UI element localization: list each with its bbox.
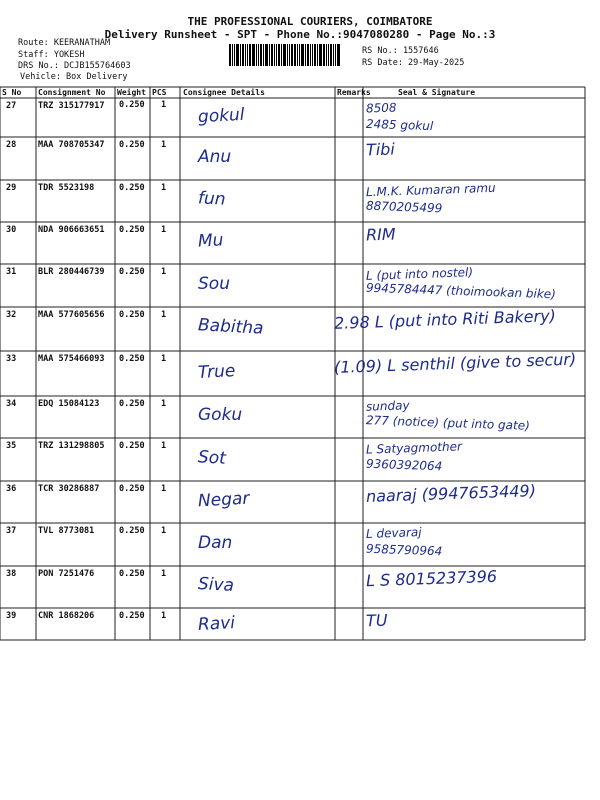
consignment-number: BLR 280446739 [38,267,105,277]
serial-number: 31 [6,267,17,277]
pieces: 1 [161,569,167,579]
runsheet-table [0,85,600,645]
weight: 0.250 [119,354,145,364]
seal-signature: 8508 [365,100,397,116]
seal-signature: 2.98 L (put into Riti Bakery) [333,306,557,333]
consignment-number: TVL 8773081 [38,526,95,536]
column-header: PCS [152,88,167,97]
weight: 0.250 [119,399,145,409]
weight: 0.250 [119,225,145,235]
weight: 0.250 [119,267,145,277]
serial-number: 27 [6,101,17,111]
barcode [229,44,357,66]
seal-signature: L.M.K. Kumaran ramu [365,180,496,200]
vehicle: Vehicle: Box Delivery [20,72,128,82]
seal-signature: L S 8015237396 [365,566,498,591]
staff: Staff: YOKESH [18,50,85,60]
pieces: 1 [161,441,167,451]
pieces: 1 [161,267,167,277]
seal-signature: L devaraj [365,525,422,541]
weight: 0.250 [119,140,145,150]
serial-number: 33 [6,354,17,364]
serial-number: 32 [6,310,17,320]
weight: 0.250 [119,569,145,579]
weight: 0.250 [119,441,145,451]
serial-number: 30 [6,225,17,235]
seal-signature: 277 (notice) (put into gate) [365,413,531,433]
consignee-signature: Sot [197,446,227,469]
pieces: 1 [161,225,167,235]
seal-signature: 2485 gokul [365,116,434,134]
serial-number: 29 [6,183,17,193]
pieces: 1 [161,399,167,409]
consignee-signature: Babitha [197,315,264,339]
pieces: 1 [161,140,167,150]
seal-signature: Tibi [365,139,396,160]
consignee-signature: gokul [197,104,246,127]
consignee-signature: Goku [198,405,243,425]
pieces: 1 [161,100,167,110]
consignment-number: TRZ 131298805 [38,441,105,451]
pieces: 1 [161,183,167,193]
consignment-number: MAA 575466093 [38,354,105,364]
column-header: Remarks [337,88,371,97]
consignment-number: TRZ 315177917 [38,101,105,111]
column-header: Seal & Signature [398,88,476,97]
consignment-number: NDA 906663651 [38,225,105,235]
company-title: THE PROFESSIONAL COURIERS, COIMBATORE [187,15,433,28]
pieces: 1 [161,484,167,494]
rs-number: RS No.: 1557646 [362,46,439,56]
consignment-number: TDR 5523198 [38,183,95,193]
consignee-signature: Ravi [197,613,236,635]
serial-number: 28 [6,140,17,150]
weight: 0.250 [119,183,145,193]
pieces: 1 [161,354,167,364]
seal-signature: sunday [365,398,410,414]
pieces: 1 [161,310,167,320]
consignee-signature: fun [197,188,227,210]
seal-signature: L Satyagmother [365,439,463,457]
route: Route: KEERANATHAM [18,38,111,48]
consignee-signature: Siva [197,574,235,596]
seal-signature: RIM [365,224,396,245]
column-header: S No [2,88,22,97]
seal-signature: L (put into nostel) [365,265,474,283]
serial-number: 37 [6,526,17,536]
consignee-signature: True [197,360,236,383]
seal-signature: 9360392064 [365,456,443,474]
weight: 0.250 [119,100,145,110]
column-header: Weight [117,88,146,97]
serial-number: 34 [6,399,17,409]
rs-date: RS Date: 29-May-2025 [362,58,465,68]
consignment-number: MAA 708705347 [38,140,105,150]
consignee-signature: Sou [198,273,230,294]
weight: 0.250 [119,484,145,494]
seal-signature: 9945784447 (thoimookan bike) [365,280,557,302]
weight: 0.250 [119,526,145,536]
weight: 0.250 [119,310,145,320]
column-header: Consignee Details [183,88,265,97]
consignment-number: MAA 577605656 [38,310,105,320]
seal-signature: naaraj (9947653449) [365,481,537,506]
seal-signature: 8870205499 [365,198,443,216]
column-header: Consignment No [38,88,106,97]
consignee-signature: Mu [197,230,224,252]
consignee-signature: Dan [198,532,233,553]
runsheet-title: Delivery Runsheet - SPT - Phone No.:9047080280 - Page No.:3 [104,28,496,41]
serial-number: 38 [6,569,17,579]
pieces: 1 [161,526,167,536]
seal-signature: 9585790964 [365,541,443,559]
drs-number: DRS No.: DCJB155764603 [18,61,131,71]
seal-signature: TU [365,610,388,631]
consignment-number: EDQ 15084123 [38,399,100,409]
weight: 0.250 [119,611,145,621]
consignment-number: CNR 1868206 [38,611,95,621]
pieces: 1 [161,611,167,621]
seal-signature: (1.09) L senthil (give to secur) [333,349,577,378]
consignment-number: TCR 30286887 [38,484,100,494]
serial-number: 35 [6,441,17,451]
consignee-signature: Anu [198,146,232,167]
consignment-number: PON 7251476 [38,569,95,579]
serial-number: 36 [6,484,17,494]
consignee-signature: Negar [197,488,250,512]
serial-number: 39 [6,611,17,621]
